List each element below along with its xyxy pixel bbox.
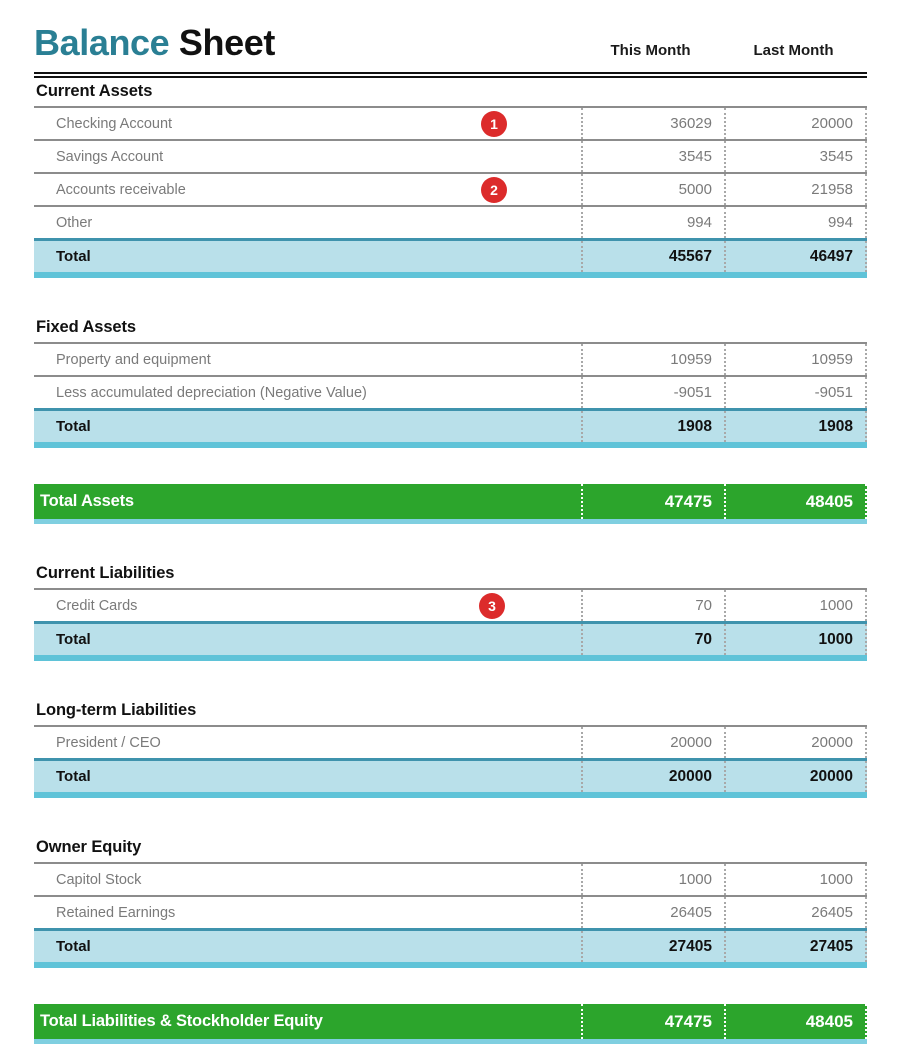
row-value-this-month: 10959 xyxy=(581,344,724,375)
total-assets-bar-value-this-month: 47475 xyxy=(581,484,724,519)
sections-container xyxy=(34,78,867,1044)
total-label: Total xyxy=(56,768,91,785)
page-title-accent: Balance xyxy=(34,22,170,63)
total-row xyxy=(34,621,867,655)
total-row xyxy=(34,928,867,962)
section xyxy=(34,834,867,968)
total-liabilities-equity-bar-underline xyxy=(34,1039,867,1044)
total-value-this-month: 70 xyxy=(581,624,724,655)
section-title: Long-term Liabilities xyxy=(36,701,197,719)
total-value-last-month: 20000 xyxy=(724,761,867,792)
row-label: Less accumulated depreciation (Negative Value) xyxy=(56,384,367,401)
section xyxy=(34,560,867,661)
total-value-last-month: 1908 xyxy=(724,411,867,442)
table-row xyxy=(34,139,867,172)
section-title: Current Liabilities xyxy=(36,564,175,582)
column-header-this-month: This Month xyxy=(610,42,691,59)
row-label: President / CEO xyxy=(56,734,161,751)
table-row xyxy=(34,375,867,408)
total-liabilities-equity-bar-value-this-month: 47475 xyxy=(581,1004,724,1039)
section-spacer xyxy=(34,278,867,314)
row-value-last-month: 26405 xyxy=(724,897,867,928)
row-value-last-month: 10959 xyxy=(724,344,867,375)
row-label: Other xyxy=(56,214,93,231)
total-label: Total xyxy=(56,248,91,265)
column-header-last-month: Last Month xyxy=(753,42,834,59)
row-value-last-month: 1000 xyxy=(724,590,867,621)
row-label: Retained Earnings xyxy=(56,904,176,921)
row-value-this-month: -9051 xyxy=(581,377,724,408)
section-rows xyxy=(34,725,867,792)
section-rows xyxy=(34,862,867,962)
row-value-last-month: 21958 xyxy=(724,174,867,205)
section-rows xyxy=(34,588,867,655)
section xyxy=(34,314,867,448)
column-headers xyxy=(579,42,867,59)
callout-badge-3[interactable]: 3 xyxy=(479,593,505,619)
row-value-last-month: 20000 xyxy=(724,727,867,758)
total-value-this-month: 20000 xyxy=(581,761,724,792)
row-value-this-month: 3545 xyxy=(581,141,724,172)
row-value-last-month: -9051 xyxy=(724,377,867,408)
row-value-last-month: 3545 xyxy=(724,141,867,172)
total-liabilities-equity-bar-label: Total Liabilities & Stockholder Equity xyxy=(40,1012,323,1030)
row-value-last-month: 994 xyxy=(724,207,867,238)
document-header xyxy=(34,0,867,72)
row-label: Savings Account xyxy=(56,148,164,165)
total-label: Total xyxy=(56,418,91,435)
row-label: Capitol Stock xyxy=(56,871,142,888)
section-spacer xyxy=(34,798,867,834)
row-value-this-month: 36029 xyxy=(581,108,724,139)
total-liabilities-equity-bar-value-last-month: 48405 xyxy=(724,1004,867,1039)
total-label: Total xyxy=(56,631,91,648)
section-rows xyxy=(34,342,867,442)
total-assets-bar-value-last-month: 48405 xyxy=(724,484,867,519)
row-label: Property and equipment xyxy=(56,351,211,368)
section-title: Fixed Assets xyxy=(36,318,136,336)
total-liabilities-equity-bar xyxy=(34,1004,867,1039)
row-value-this-month: 1000 xyxy=(581,864,724,895)
section-spacer xyxy=(34,448,867,484)
total-value-this-month: 27405 xyxy=(581,931,724,962)
section-spacer xyxy=(34,661,867,697)
row-value-last-month: 20000 xyxy=(724,108,867,139)
section-spacer xyxy=(34,524,867,560)
row-value-this-month: 26405 xyxy=(581,897,724,928)
row-label: Credit Cards xyxy=(56,597,138,614)
total-value-this-month: 45567 xyxy=(581,241,724,272)
table-row xyxy=(34,205,867,238)
total-assets-bar xyxy=(34,484,867,519)
page-title xyxy=(34,22,275,64)
table-row xyxy=(34,895,867,928)
table-row xyxy=(34,862,867,895)
section-spacer xyxy=(34,968,867,1004)
row-value-last-month: 1000 xyxy=(724,864,867,895)
section xyxy=(34,697,867,798)
table-row xyxy=(34,342,867,375)
section-rows xyxy=(34,106,867,272)
table-row xyxy=(34,588,867,621)
total-row xyxy=(34,238,867,272)
page-title-rest: Sheet xyxy=(178,22,275,63)
table-row xyxy=(34,106,867,139)
total-value-last-month: 46497 xyxy=(724,241,867,272)
row-value-this-month: 20000 xyxy=(581,727,724,758)
section xyxy=(34,78,867,278)
table-row xyxy=(34,725,867,758)
row-label: Accounts receivable xyxy=(56,181,186,198)
total-row xyxy=(34,758,867,792)
callout-badge-2[interactable]: 2 xyxy=(481,177,507,203)
row-value-this-month: 70 xyxy=(581,590,724,621)
section-title: Owner Equity xyxy=(36,838,142,856)
row-label: Checking Account xyxy=(56,115,173,132)
total-value-last-month: 27405 xyxy=(724,931,867,962)
total-label: Total xyxy=(56,938,91,955)
total-value-last-month: 1000 xyxy=(724,624,867,655)
row-value-this-month: 994 xyxy=(581,207,724,238)
total-row xyxy=(34,408,867,442)
total-assets-bar-label: Total Assets xyxy=(40,492,134,510)
table-row xyxy=(34,172,867,205)
total-value-this-month: 1908 xyxy=(581,411,724,442)
section-title: Current Assets xyxy=(36,82,153,100)
row-value-this-month: 5000 xyxy=(581,174,724,205)
callout-badge-1[interactable]: 1 xyxy=(481,111,507,137)
